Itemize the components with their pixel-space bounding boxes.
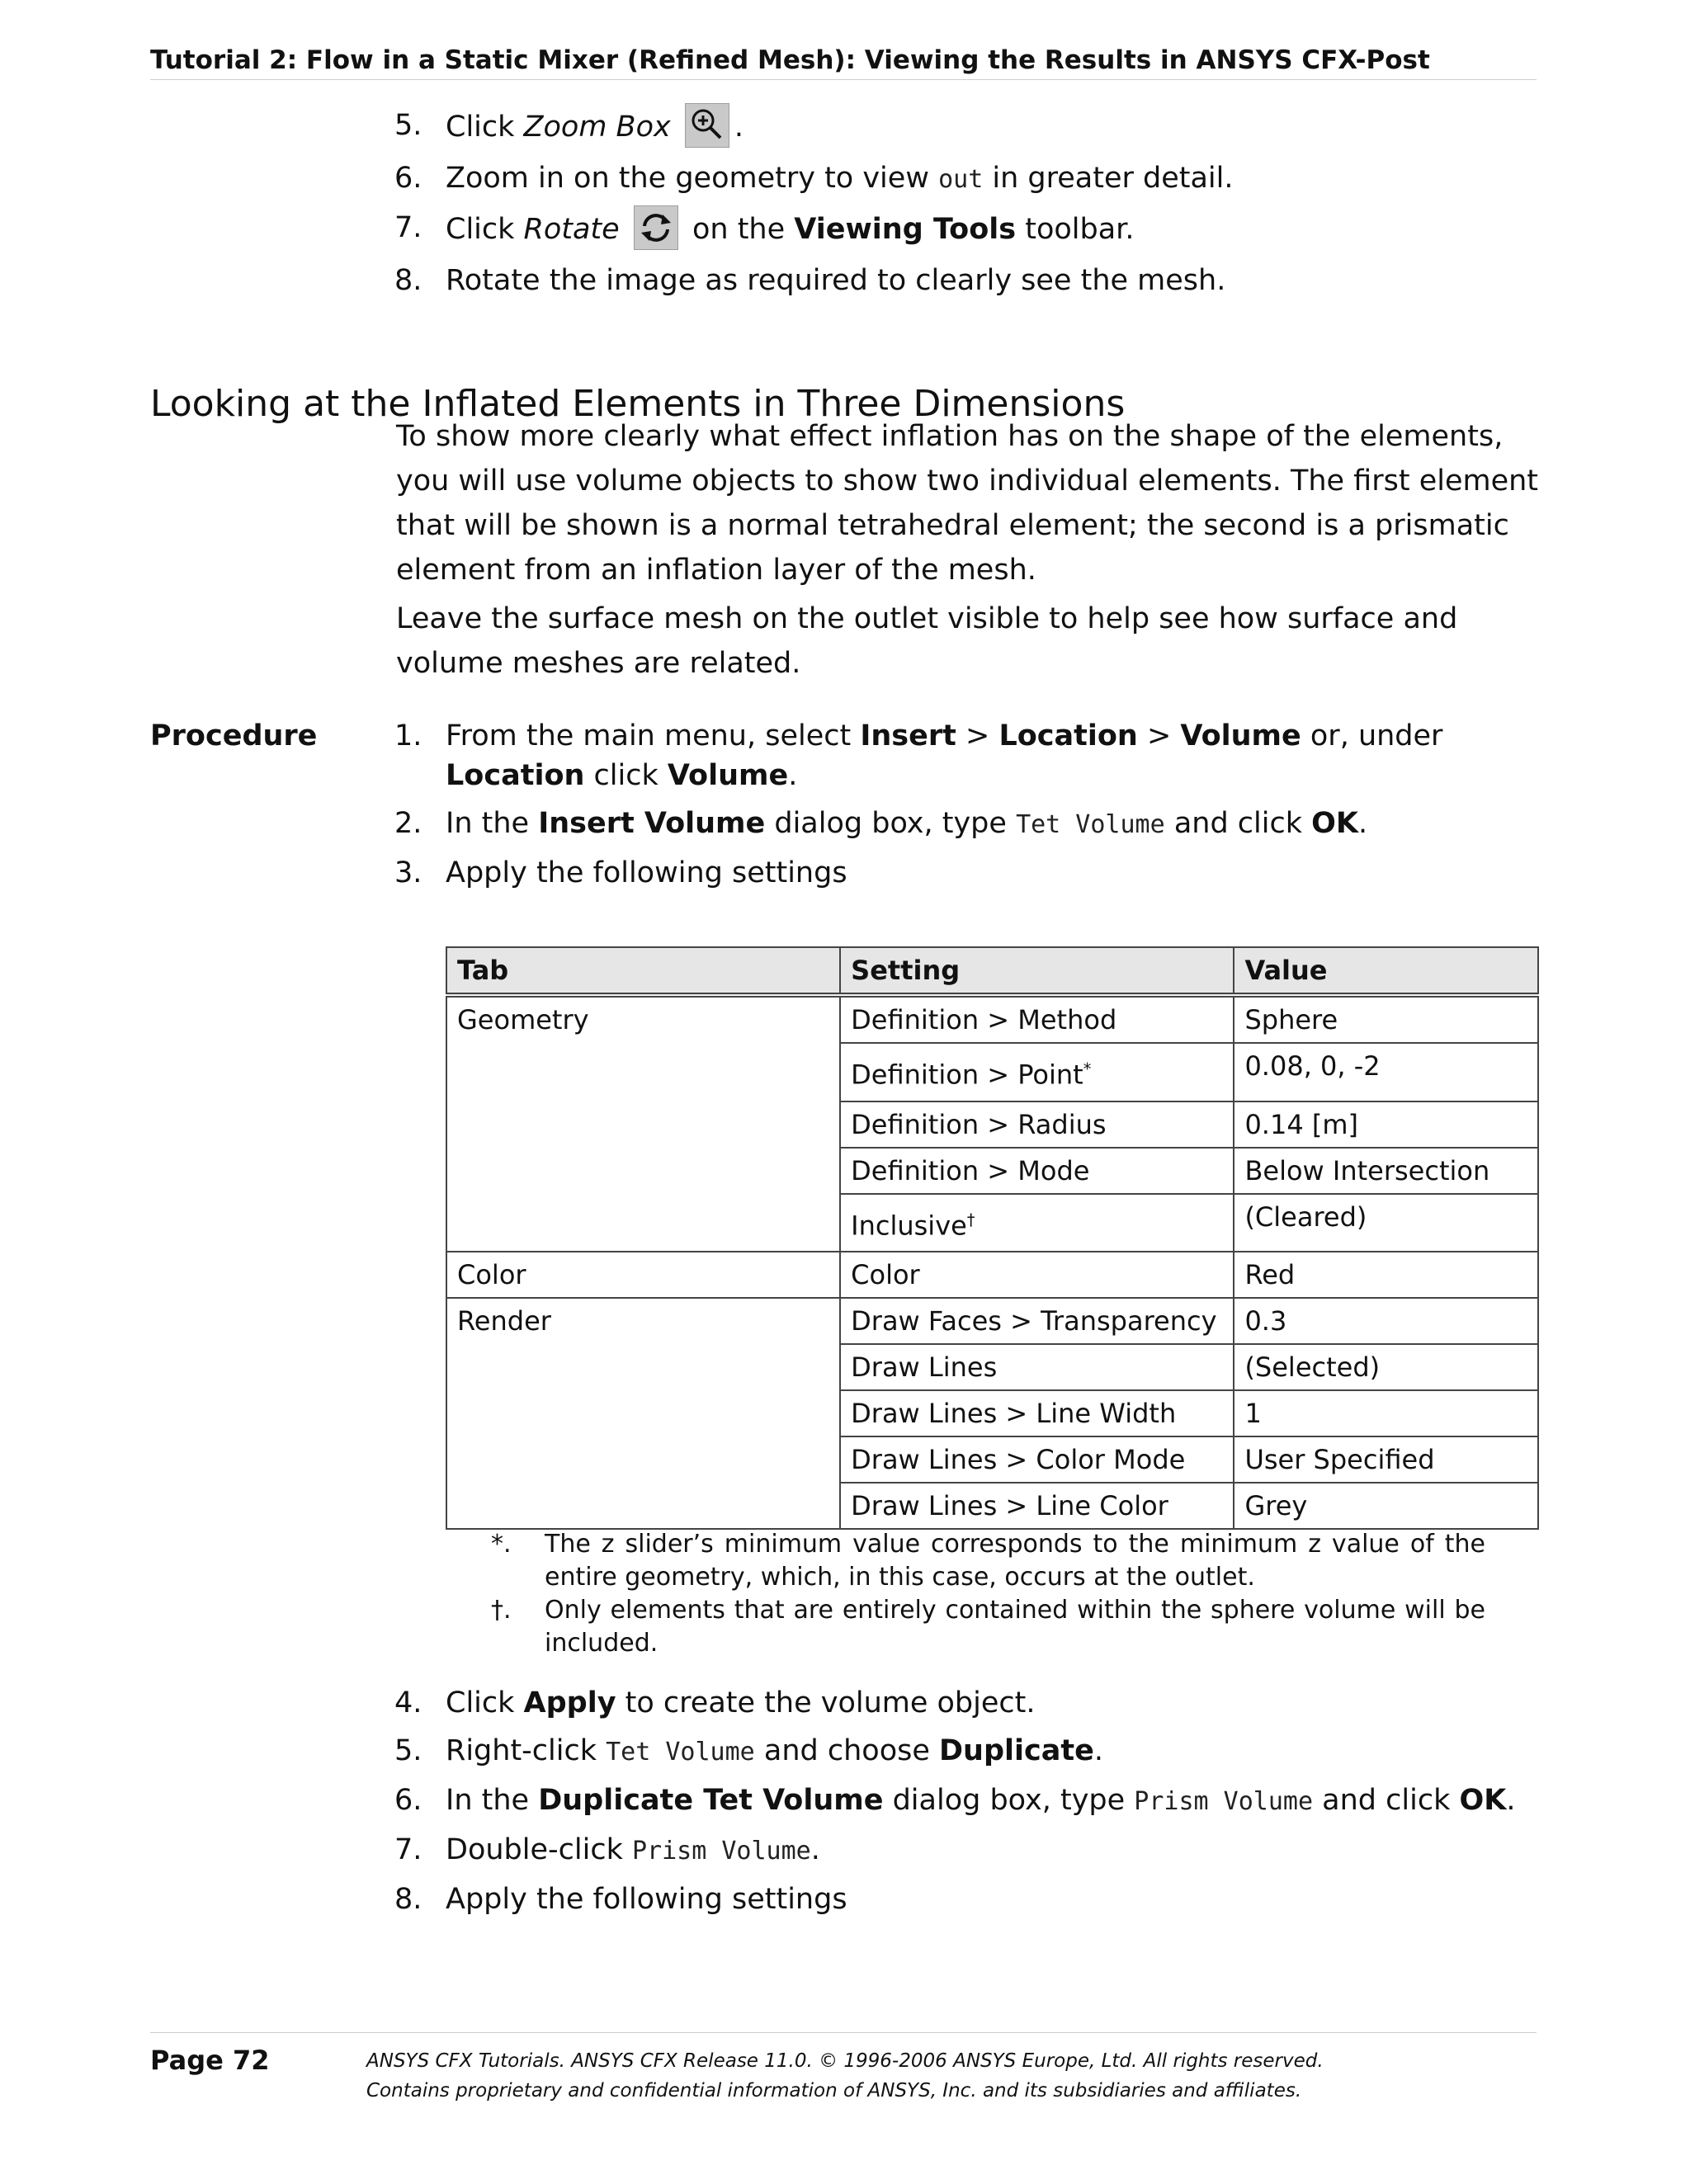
- table-header-row: [446, 947, 1538, 995]
- value-cell: Red: [1234, 1252, 1538, 1298]
- tab-cell: Color: [446, 1252, 840, 1298]
- value-cell: User Specified: [1234, 1436, 1538, 1483]
- column-header: Setting: [840, 947, 1234, 995]
- value-cell: 0.14 [m]: [1234, 1101, 1538, 1148]
- list-item: 8. Rotate the image as required to clearly see the mesh.: [394, 264, 1226, 297]
- tab-cell: Render: [446, 1298, 840, 1529]
- setting-cell: Draw Lines > Line Width: [840, 1390, 1234, 1436]
- table-footnotes: [491, 1528, 1485, 1660]
- tab-cell: Geometry: [446, 995, 840, 1252]
- setting-cell: Color: [840, 1252, 1234, 1298]
- procedure-label: Procedure: [150, 719, 318, 752]
- value-cell: 1: [1234, 1390, 1538, 1436]
- setting-cell: Draw Lines > Line Color: [840, 1483, 1234, 1529]
- value-cell: Grey: [1234, 1483, 1538, 1529]
- list-item: 7. Click Rotate on the Viewing Tools toolbar.: [394, 208, 1234, 252]
- list-item: 5. Right-click Tet Volume and choose Duplicate.: [394, 1734, 1103, 1767]
- value-cell: 0.3: [1234, 1298, 1538, 1344]
- list-item: 1. From the main menu, select Insert > Location > Volume or, under Location click Volume.: [394, 719, 1443, 792]
- list-item: 7. Double-click Prism Volume.: [394, 1833, 820, 1866]
- setting-cell: Inclusive†: [840, 1194, 1234, 1252]
- section-heading: Looking at the Inflated Elements in Three Dimensions: [150, 382, 1126, 425]
- zoom-box-icon: [685, 103, 729, 148]
- table-row: [446, 1252, 1538, 1298]
- value-cell: Below Intersection: [1234, 1148, 1538, 1194]
- value-cell: (Cleared): [1234, 1194, 1538, 1252]
- setting-cell: Draw Lines > Color Mode: [840, 1436, 1234, 1483]
- value-cell: (Selected): [1234, 1344, 1538, 1390]
- setting-cell: Definition > Mode: [840, 1148, 1234, 1194]
- rotate-icon: [634, 205, 678, 250]
- bottom-steps: [394, 1683, 1541, 1927]
- list-item: 5. Click Zoom Box .: [394, 106, 1234, 150]
- setting-cell: Draw Faces > Transparency: [840, 1298, 1234, 1344]
- value-cell: 0.08, 0, -2: [1234, 1043, 1538, 1101]
- setting-cell: Definition > Radius: [840, 1101, 1234, 1148]
- intro-paragraph: To show more clearly what effect inflation has on the shape of the elements, you will use volume objects to show two individual elements. The first element that will be shown is a normal tetrahedral element; the second is a prismatic element from an inflation layer of the mesh.: [396, 420, 1539, 587]
- running-header: Tutorial 2: Flow in a Static Mixer (Refined Mesh): Viewing the Results in ANSYS CFX-Post: [150, 43, 1537, 80]
- list-item: 3. Apply the following settings: [394, 856, 847, 889]
- setting-cell: Definition > Method: [840, 995, 1234, 1043]
- list-item: 2. In the Insert Volume dialog box, type Tet Volume and click OK.: [394, 807, 1368, 840]
- footer-divider: [150, 2032, 1537, 2033]
- footnote: †. Only elements that are entirely contained within the sphere volume will be included.: [491, 1596, 1485, 1658]
- list-item: 8. Apply the following settings: [394, 1883, 847, 1916]
- table-row: [446, 995, 1538, 1043]
- page-number: Page 72: [150, 2045, 270, 2076]
- top-steps: [394, 106, 1234, 309]
- setting-cell: Draw Lines: [840, 1344, 1234, 1390]
- copyright-notice: ANSYS CFX Tutorials. ANSYS CFX Release 11.0. © 1996-2006 ANSYS Europe, Ltd. All rights reserved. Contains proprietary and confidential information of ANSYS, Inc. and its subsidiaries and affiliates.: [366, 2050, 1324, 2101]
- list-item: 4. Click Apply to create the volume object.: [394, 1686, 1036, 1719]
- procedure-steps: [394, 716, 1541, 901]
- outlet-paragraph: Leave the surface mesh on the outlet visible to help see how surface and volume meshes are related.: [396, 602, 1458, 680]
- footnote: *. The z slider’s minimum value corresponds to the minimum z value of the entire geometry, which, in this case, occurs at the outlet.: [491, 1530, 1485, 1592]
- settings-table: [446, 946, 1539, 1530]
- list-item: 6. In the Duplicate Tet Volume dialog box, type Prism Volume and click OK.: [394, 1784, 1516, 1817]
- column-header: Value: [1234, 947, 1538, 995]
- list-item: 6. Zoom in on the geometry to view out in greater detail.: [394, 162, 1234, 195]
- table-row: [446, 1298, 1538, 1344]
- setting-cell: Definition > Point*: [840, 1043, 1234, 1101]
- column-header: Tab: [446, 947, 840, 995]
- value-cell: Sphere: [1234, 995, 1538, 1043]
